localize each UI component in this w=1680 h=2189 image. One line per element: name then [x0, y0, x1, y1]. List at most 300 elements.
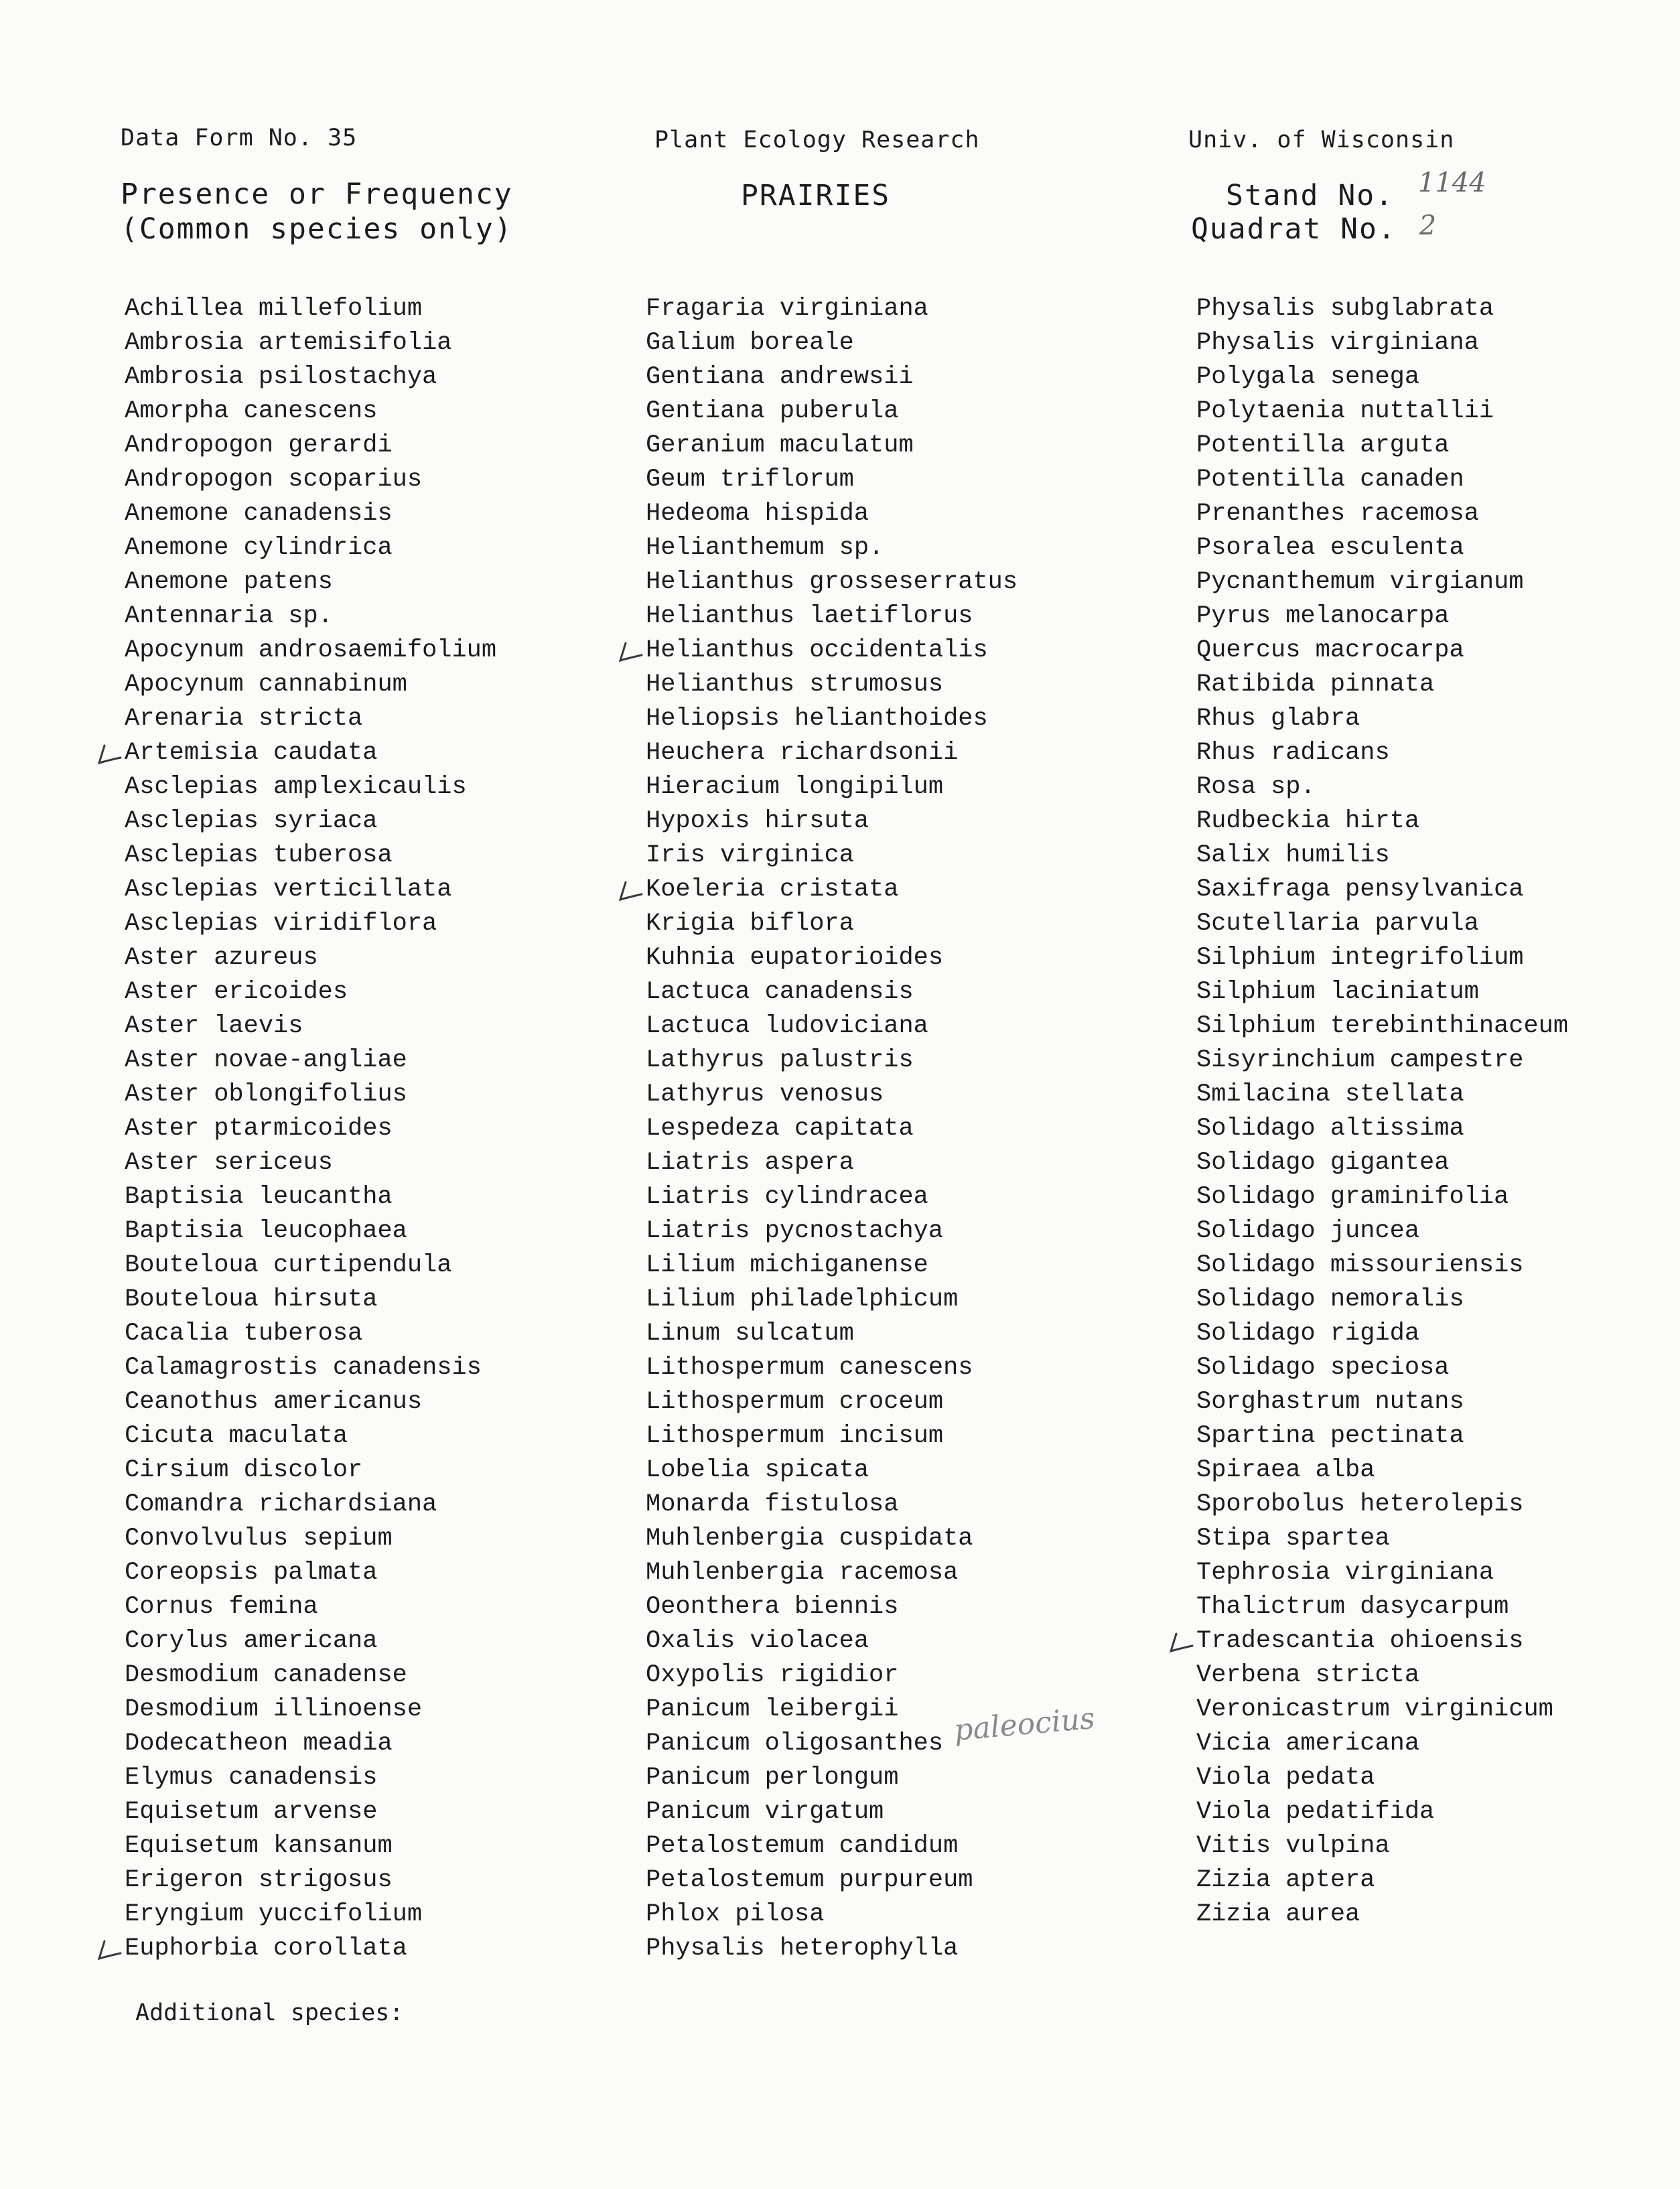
- species-name: Anemone cylindrica: [125, 534, 393, 562]
- species-item: [646, 1590, 1018, 1624]
- species-name: Lactuca ludoviciana: [646, 1012, 928, 1040]
- species-item: [1196, 1693, 1568, 1727]
- species-name: Prenanthes racemosa: [1196, 500, 1479, 528]
- species-item: [1196, 1624, 1568, 1658]
- species-name: Cacalia tuberosa: [125, 1320, 363, 1348]
- species-item: [1196, 326, 1568, 360]
- species-item: [646, 1522, 1018, 1556]
- species-item: [646, 873, 1018, 907]
- species-name: Linum sulcatum: [646, 1320, 854, 1348]
- species-item: [125, 975, 496, 1009]
- form-type-line1: Presence or Frequency: [121, 178, 513, 211]
- species-item: [1196, 429, 1568, 463]
- species-item: [125, 360, 496, 395]
- species-name: Lilium philadelphicum: [646, 1285, 959, 1314]
- species-name: Panicum virgatum: [646, 1798, 884, 1826]
- species-name: Asclepias amplexicaulis: [125, 773, 467, 801]
- check-mark-icon: [95, 1938, 122, 1963]
- species-item: [125, 1727, 496, 1761]
- species-name: Geranium maculatum: [646, 431, 914, 460]
- species-name: Pycnanthemum virgianum: [1196, 568, 1524, 596]
- species-name: Helianthus laetiflorus: [646, 602, 973, 630]
- species-name: Corylus americana: [125, 1627, 378, 1655]
- species-name: Hieracium longipilum: [646, 773, 944, 801]
- species-name: Tradescantia ohioensis: [1196, 1627, 1524, 1655]
- check-mark-icon: [1167, 1631, 1194, 1655]
- form-type-line2: (Common species only): [121, 212, 513, 246]
- species-name: Solidago rigida: [1196, 1320, 1420, 1348]
- species-name: Vitis vulpina: [1196, 1832, 1390, 1860]
- species-name: Physalis virginiana: [1196, 329, 1479, 357]
- species-item: [646, 1214, 1018, 1249]
- species-item: [1196, 668, 1568, 702]
- species-name: Oxypolis rigidior: [646, 1661, 899, 1689]
- species-item: [125, 429, 496, 463]
- species-item: [1196, 1488, 1568, 1522]
- form-number: Data Form No. 35: [121, 125, 358, 151]
- species-name: Helianthemum sp.: [646, 534, 884, 562]
- species-item: [646, 1761, 1018, 1795]
- species-name: Salix humilis: [1196, 841, 1390, 869]
- species-item: [646, 941, 1018, 975]
- species-name: Lithospermum incisum: [646, 1422, 944, 1450]
- species-item: [1196, 634, 1568, 668]
- species-item: [125, 1009, 496, 1044]
- species-name: Comandra richardsiana: [125, 1490, 437, 1519]
- species-item: [646, 1078, 1018, 1112]
- species-name: Bouteloua hirsuta: [125, 1285, 378, 1314]
- species-item: [125, 1112, 496, 1146]
- species-name: Petalostemum purpureum: [646, 1866, 973, 1894]
- species-name: Thalictrum dasycarpum: [1196, 1593, 1509, 1621]
- species-item: [646, 1283, 1018, 1317]
- species-item: [646, 326, 1018, 360]
- species-item: [646, 565, 1018, 599]
- species-name: Sporobolus heterolepis: [1196, 1490, 1524, 1519]
- species-name: Kuhnia eupatorioides: [646, 944, 944, 972]
- species-name: Sisyrinchium campestre: [1196, 1046, 1524, 1074]
- species-item: [1196, 1112, 1568, 1146]
- species-item: [1196, 1454, 1568, 1488]
- species-item: [125, 1522, 496, 1556]
- species-item: [125, 907, 496, 941]
- species-item: [125, 1932, 496, 1966]
- species-name: Zizia aurea: [1196, 1900, 1360, 1928]
- species-item: [125, 1863, 496, 1898]
- species-item: [125, 1180, 496, 1214]
- species-name: Convolvulus sepium: [125, 1525, 393, 1553]
- species-name: Solidago missouriensis: [1196, 1251, 1524, 1279]
- species-item: [646, 1419, 1018, 1454]
- species-item: [125, 1351, 496, 1385]
- species-name: Quercus macrocarpa: [1196, 636, 1464, 664]
- species-item: [125, 1624, 496, 1658]
- species-item: [1196, 1044, 1568, 1078]
- species-item: [1196, 1317, 1568, 1351]
- species-item: [125, 1419, 496, 1454]
- species-name: Aster laevis: [125, 1012, 303, 1040]
- species-item: [1196, 941, 1568, 975]
- species-item: [125, 1829, 496, 1863]
- species-name: Tephrosia virginiana: [1196, 1559, 1494, 1587]
- species-name: Zizia aptera: [1196, 1866, 1375, 1894]
- species-item: [125, 1761, 496, 1795]
- species-item: [1196, 770, 1568, 804]
- species-name: Panicum leibergii: [646, 1695, 899, 1723]
- check-mark-icon: [616, 879, 643, 904]
- species-item: [1196, 1180, 1568, 1214]
- species-item: [646, 1898, 1018, 1932]
- species-name: Muhlenbergia cuspidata: [646, 1525, 973, 1553]
- species-name: Lactuca canadensis: [646, 978, 914, 1006]
- species-column-1: [125, 292, 496, 1966]
- species-name: Spiraea alba: [1196, 1456, 1375, 1484]
- species-item: [1196, 531, 1568, 565]
- species-item: [125, 1795, 496, 1829]
- species-name: Rosa sp.: [1196, 773, 1316, 801]
- species-item: [646, 1556, 1018, 1590]
- species-name: Cicuta maculata: [125, 1422, 348, 1450]
- species-name: Gentiana andrewsii: [646, 363, 914, 391]
- species-item: [646, 360, 1018, 395]
- species-name: Stipa spartea: [1196, 1525, 1390, 1553]
- species-name: Ratibida pinnata: [1196, 670, 1435, 699]
- species-name: Physalis heterophylla: [646, 1934, 959, 1963]
- species-item: [1196, 1078, 1568, 1112]
- species-item: [646, 1795, 1018, 1829]
- species-item: [646, 839, 1018, 873]
- species-name: Ambrosia artemisifolia: [125, 329, 452, 357]
- species-name: Monarda fistulosa: [646, 1490, 899, 1519]
- species-name: Apocynum cannabinum: [125, 670, 407, 699]
- species-name: Viola pedatifida: [1196, 1798, 1435, 1826]
- species-item: [125, 1556, 496, 1590]
- species-item: [1196, 1522, 1568, 1556]
- species-name: Galium boreale: [646, 329, 854, 357]
- species-name: Panicum perlongum: [646, 1764, 899, 1792]
- species-item: [646, 599, 1018, 634]
- additional-species-label: Additional species:: [135, 1999, 404, 2026]
- species-name: Heuchera richardsonii: [646, 739, 959, 767]
- species-item: [646, 1932, 1018, 1966]
- species-name: Lilium michiganense: [646, 1251, 928, 1279]
- species-name: Ambrosia psilostachya: [125, 363, 437, 391]
- species-item: [646, 702, 1018, 736]
- species-name: Andropogon scoparius: [125, 466, 423, 494]
- species-name: Antennaria sp.: [125, 602, 333, 630]
- species-item: [646, 634, 1018, 668]
- species-name: Aster azureus: [125, 944, 318, 972]
- species-item: [1196, 463, 1568, 497]
- species-item: [1196, 1795, 1568, 1829]
- species-item: [646, 1009, 1018, 1044]
- species-item: [125, 804, 496, 839]
- species-item: [125, 599, 496, 634]
- species-item: [125, 1385, 496, 1419]
- species-item: [125, 1658, 496, 1693]
- species-item: [125, 531, 496, 565]
- species-name: Polytaenia nuttallii: [1196, 397, 1494, 425]
- species-name: Oxalis violacea: [646, 1627, 869, 1655]
- check-mark-icon: [95, 743, 122, 767]
- species-item: [125, 770, 496, 804]
- species-item: [1196, 736, 1568, 770]
- species-item: [1196, 1214, 1568, 1249]
- species-name: Baptisia leucantha: [125, 1183, 393, 1211]
- species-item: [125, 1590, 496, 1624]
- species-item: [125, 1317, 496, 1351]
- species-item: [125, 565, 496, 599]
- species-name: Helianthus strumosus: [646, 670, 944, 699]
- species-name: Desmodium canadense: [125, 1661, 407, 1689]
- species-item: [125, 1146, 496, 1180]
- species-item: [125, 497, 496, 531]
- species-item: [646, 907, 1018, 941]
- species-name: Liatris aspera: [646, 1149, 854, 1177]
- species-name: Hedeoma hispida: [646, 500, 869, 528]
- species-item: [646, 668, 1018, 702]
- species-name: Erigeron strigosus: [125, 1866, 393, 1894]
- species-name: Arenaria stricta: [125, 705, 363, 733]
- species-item: [1196, 907, 1568, 941]
- quadrat-number-row: [1191, 212, 1436, 247]
- species-name: Aster novae-angliae: [125, 1046, 407, 1074]
- species-item: [1196, 1146, 1568, 1180]
- species-item: [1196, 395, 1568, 429]
- species-item: [1196, 804, 1568, 839]
- species-name: Lathyrus palustris: [646, 1046, 914, 1074]
- species-name: Verbena stricta: [1196, 1661, 1420, 1689]
- species-item: [125, 292, 496, 326]
- species-name: Petalostemum candidum: [646, 1832, 959, 1860]
- species-name: Fragaria virginiana: [646, 295, 928, 323]
- stand-label: Stand No.: [1226, 179, 1394, 212]
- species-item: [1196, 1898, 1568, 1932]
- species-item: [1196, 1283, 1568, 1317]
- species-name: Liatris cylindracea: [646, 1183, 928, 1211]
- species-name: Calamagrostis canadensis: [125, 1354, 482, 1382]
- species-item: [646, 1351, 1018, 1385]
- species-name: Rhus radicans: [1196, 739, 1390, 767]
- species-name: Koeleria cristata: [646, 875, 899, 904]
- species-item: [125, 873, 496, 907]
- species-name: Asclepias viridiflora: [125, 910, 437, 938]
- species-item: [646, 395, 1018, 429]
- species-name: Silphium laciniatum: [1196, 978, 1479, 1006]
- species-name: Asclepias tuberosa: [125, 841, 393, 869]
- species-name: Scutellaria parvula: [1196, 910, 1479, 938]
- species-item: [646, 736, 1018, 770]
- species-name: Panicum oligosanthes: [646, 1729, 944, 1758]
- species-name: Lithospermum canescens: [646, 1354, 973, 1382]
- institution: Univ. of Wisconsin: [1188, 127, 1455, 153]
- species-item: [125, 1214, 496, 1249]
- species-item: [1196, 1727, 1568, 1761]
- species-name: Equisetum kansanum: [125, 1832, 393, 1860]
- species-name: Euphorbia corollata: [125, 1934, 407, 1963]
- species-name: Lithospermum croceum: [646, 1388, 944, 1416]
- species-item: [1196, 1009, 1568, 1044]
- species-name: Saxifraga pensylvanica: [1196, 875, 1524, 904]
- species-item: [125, 1898, 496, 1932]
- species-name: Coreopsis palmata: [125, 1559, 378, 1587]
- species-name: Pyrus melanocarpa: [1196, 602, 1450, 630]
- species-item: [1196, 292, 1568, 326]
- species-item: [646, 531, 1018, 565]
- species-item: [1196, 1385, 1568, 1419]
- species-item: [1196, 1863, 1568, 1898]
- species-item: [125, 839, 496, 873]
- species-item: [1196, 1249, 1568, 1283]
- species-name: Spartina pectinata: [1196, 1422, 1464, 1450]
- species-item: [646, 975, 1018, 1009]
- quadrat-value: 2: [1419, 210, 1437, 241]
- species-item: [646, 429, 1018, 463]
- species-name: Physalis subglabrata: [1196, 295, 1494, 323]
- species-name: Dodecatheon meadia: [125, 1729, 393, 1758]
- species-item: [646, 770, 1018, 804]
- species-item: [646, 497, 1018, 531]
- species-item: [125, 634, 496, 668]
- species-name: Hypoxis hirsuta: [646, 807, 869, 835]
- species-name: Baptisia leucophaea: [125, 1217, 407, 1245]
- species-name: Oeonthera biennis: [646, 1593, 899, 1621]
- species-item: [125, 941, 496, 975]
- species-name: Apocynum androsaemifolium: [125, 636, 497, 664]
- species-name: Iris virginica: [646, 841, 854, 869]
- species-name: Rudbeckia hirta: [1196, 807, 1420, 835]
- species-name: Liatris pycnostachya: [646, 1217, 944, 1245]
- species-name: Desmodium illinoense: [125, 1695, 423, 1723]
- species-item: [125, 1078, 496, 1112]
- species-name: Cirsium discolor: [125, 1456, 363, 1484]
- species-name: Anemone patens: [125, 568, 333, 596]
- species-name: Gentiana puberula: [646, 397, 899, 425]
- species-item: [125, 1044, 496, 1078]
- species-item: [646, 804, 1018, 839]
- species-name: Elymus canadensis: [125, 1764, 378, 1792]
- species-name: Helianthus occidentalis: [646, 636, 988, 664]
- species-name: Solidago gigantea: [1196, 1149, 1450, 1177]
- handwritten-note: paleocius: [953, 1701, 1097, 1748]
- species-item: [646, 1044, 1018, 1078]
- species-name: Solidago altissima: [1196, 1115, 1464, 1143]
- species-name: Silphium terebinthinaceum: [1196, 1012, 1569, 1040]
- species-item: [646, 1146, 1018, 1180]
- species-name: Lespedeza capitata: [646, 1115, 914, 1143]
- species-item: [646, 1317, 1018, 1351]
- species-item: [125, 1454, 496, 1488]
- species-item: [1196, 497, 1568, 531]
- species-name: Rhus glabra: [1196, 705, 1360, 733]
- species-item: [1196, 1658, 1568, 1693]
- species-name: Aster ericoides: [125, 978, 348, 1006]
- species-name: Cornus femina: [125, 1593, 318, 1621]
- species-item: [1196, 702, 1568, 736]
- species-item: [646, 1249, 1018, 1283]
- species-name: Viola pedata: [1196, 1764, 1375, 1792]
- species-name: Phlox pilosa: [646, 1900, 825, 1928]
- species-column-3: [1196, 292, 1568, 1932]
- species-name: Helianthus grosseserratus: [646, 568, 1018, 596]
- species-item: [125, 1283, 496, 1317]
- species-name: Achillea millefolium: [125, 295, 423, 323]
- quadrat-label: Quadrat No.: [1191, 212, 1397, 246]
- stand-value: 1144: [1417, 167, 1486, 198]
- species-item: [646, 1624, 1018, 1658]
- species-name: Aster sericeus: [125, 1149, 333, 1177]
- species-name: Aster oblongifolius: [125, 1080, 407, 1109]
- species-item: [1196, 1556, 1568, 1590]
- species-item: [125, 1488, 496, 1522]
- species-name: Krigia biflora: [646, 910, 854, 938]
- species-name: Potentilla arguta: [1196, 431, 1450, 460]
- species-name: Solidago juncea: [1196, 1217, 1420, 1245]
- species-item: [125, 326, 496, 360]
- species-name: Heliopsis helianthoides: [646, 705, 988, 733]
- species-name: Silphium integrifolium: [1196, 944, 1524, 972]
- check-mark-icon: [616, 640, 643, 664]
- species-item: [125, 702, 496, 736]
- species-item: [125, 463, 496, 497]
- species-item: [646, 1180, 1018, 1214]
- stand-number-row: [1226, 167, 1486, 214]
- species-item: [646, 1454, 1018, 1488]
- species-name: Muhlenbergia racemosa: [646, 1559, 959, 1587]
- species-name: Aster ptarmicoides: [125, 1115, 393, 1143]
- species-name: Anemone canadensis: [125, 500, 393, 528]
- species-item: [1196, 1590, 1568, 1624]
- species-item: [1196, 975, 1568, 1009]
- species-item: [1196, 360, 1568, 395]
- species-item: [125, 1249, 496, 1283]
- species-name: Artemisia caudata: [125, 739, 378, 767]
- species-item: [125, 668, 496, 702]
- species-item: [646, 1829, 1018, 1863]
- species-item: [125, 1693, 496, 1727]
- species-name: Solidago graminifolia: [1196, 1183, 1509, 1211]
- species-item: [125, 736, 496, 770]
- species-name: Lobelia spicata: [646, 1456, 869, 1484]
- species-item: [1196, 839, 1568, 873]
- center-title: Plant Ecology Research: [654, 127, 980, 153]
- species-name: Vicia americana: [1196, 1729, 1420, 1758]
- species-item: [1196, 1761, 1568, 1795]
- species-item: [646, 1488, 1018, 1522]
- species-item: [646, 1112, 1018, 1146]
- species-item: [1196, 599, 1568, 634]
- species-item: [646, 1385, 1018, 1419]
- species-name: Equisetum arvense: [125, 1798, 378, 1826]
- species-name: Bouteloua curtipendula: [125, 1251, 452, 1279]
- species-name: Smilacina stellata: [1196, 1080, 1464, 1109]
- species-item: [646, 1658, 1018, 1693]
- species-item: [646, 463, 1018, 497]
- species-item: [646, 292, 1018, 326]
- species-name: Andropogon gerardi: [125, 431, 393, 460]
- species-name: Eryngium yuccifolium: [125, 1900, 423, 1928]
- species-item: [1196, 1829, 1568, 1863]
- species-name: Ceanothus americanus: [125, 1388, 423, 1416]
- species-item: [646, 1863, 1018, 1898]
- species-name: Asclepias syriaca: [125, 807, 378, 835]
- species-name: Amorpha canescens: [125, 397, 378, 425]
- species-item: [1196, 1351, 1568, 1385]
- species-item: [125, 395, 496, 429]
- species-name: Geum triflorum: [646, 466, 854, 494]
- species-name: Psoralea esculenta: [1196, 534, 1464, 562]
- species-item: [1196, 565, 1568, 599]
